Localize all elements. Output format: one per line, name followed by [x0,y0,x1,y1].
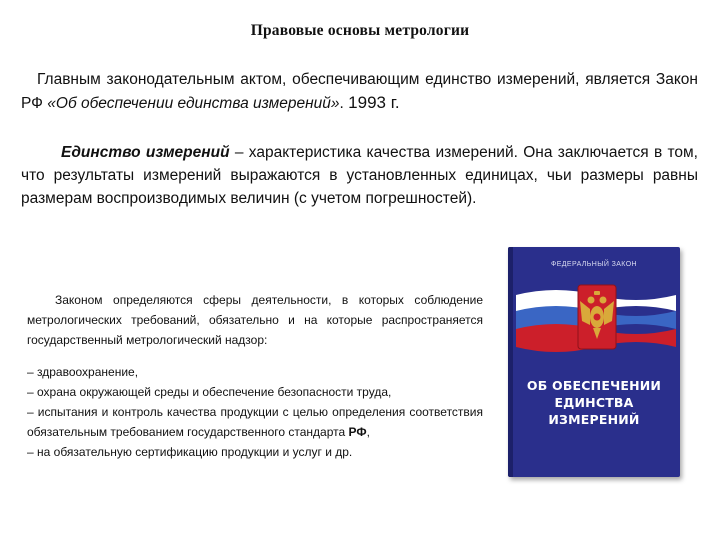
list-item-bold: РФ [348,425,367,439]
book-title [508,377,680,428]
law-paragraph [21,68,698,115]
book-title-line: ИЗМЕРЕНИЙ [548,412,640,427]
book-title-line: ЕДИНСТВА [554,395,634,410]
law-intro-text: Главным законодательным актом, обеспечивающим единство измерений, является Закон РФ [21,71,698,112]
law-separator: . [339,95,349,112]
list-item: – на обязательную сертификацию продукции и услуг и др. [27,445,353,459]
law-book-cover-image [508,247,680,477]
list-item: – здравоохранение, [27,365,139,379]
definition-text: – характеристика качества измерений. Она заключается в том, что результаты измерений выражаются в установленных единицах, чьи размеры равны размерам воспроизводимых величин (с учетом погрешностей). [21,144,698,207]
book-spine [508,247,513,477]
scope-intro: Законом определяются сферы деятельности, в которых соблюдение метрологических требований, обязательно и на которые распространяется государственный метрологический надзор: [27,293,483,347]
law-scope-block [27,290,483,462]
flag-emblem-icon [516,281,676,359]
list-item: – охрана окружающей среды и обеспечение безопасности труда, [27,385,392,399]
list-item-end: , [366,425,370,439]
list-item-text: – испытания и контроль качества продукции с целью определения соответствия обязательным требованием государственного стандарта [27,405,483,439]
scope-list [27,362,483,462]
page-title: Правовые основы метрологии [250,22,470,39]
law-name: «Об обеспечении единства измерений» [47,95,340,112]
definition-paragraph [21,141,698,210]
book-header: ФЕДЕРАЛЬНЫЙ ЗАКОН [550,261,638,268]
list-item [27,402,483,442]
book-title-line: ОБ ОБЕСПЕЧЕНИИ [526,378,662,393]
definition-term: Единство измерений [61,144,230,161]
law-year: 1993 г. [348,93,400,112]
